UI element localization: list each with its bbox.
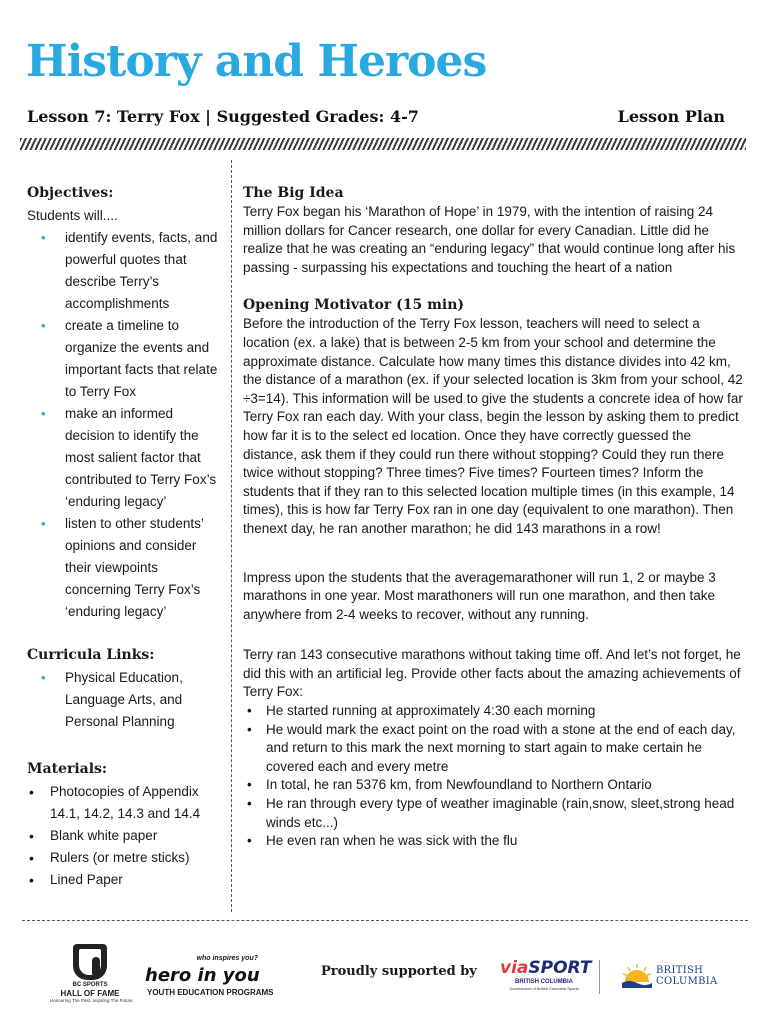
hatched-divider [20, 138, 746, 150]
objective-item: • listen to other students’ opinions and consider their viewpoints concerning Terry Fox’s ‘enduring legacy’ [27, 513, 222, 623]
big-idea-text: Terry Fox began his ‘Marathon of Hope’ in 1979, with the intention of raising 24 million dollars for Cancer research, one dollar for every Canadian. Little did he realize that he was creating an “enduring legacy” that would continue long after his passing - surpassing his expectations and touching the heart of a nation [243, 204, 736, 275]
lesson-plan-label: Lesson Plan [617, 107, 725, 126]
materials-item: • Blank white paper [27, 825, 222, 847]
objectives-intro: Students will.... [27, 208, 118, 223]
bc-logo-tagline: Honouring The Past. Inspiring The Future [50, 998, 133, 1003]
curricula-heading: Curricula Links: [27, 647, 155, 663]
logo-separator [599, 960, 600, 994]
objective-item: • identify events, facts, and powerful quotes that describe Terry’s accomplishments [27, 227, 222, 315]
objectives-heading: Objectives: [27, 185, 114, 201]
big-idea-heading: The Big Idea [243, 185, 344, 201]
materials-list [27, 781, 222, 891]
facts-list [243, 702, 748, 851]
right-column [243, 183, 748, 851]
sun-icon [622, 962, 652, 988]
supported-by-label: Proudly supported by [321, 964, 477, 979]
curricula-list [27, 667, 222, 733]
bcgov-line2: COLUMBIA [656, 976, 718, 987]
motivator-paragraph-2: Impress upon the students that the averagemarathoner will run 1, 2 or maybe 3 marathons in one year. Most marathoners will run one marathon, and then take anywhere from 2-4 weeks to recover, without any running. [243, 569, 716, 622]
motivator-paragraph-3: Terry ran 143 consecutive marathons without taking time off. And let’s not forget, he did this with an artificial leg. Provide other facts about the amazing achievements of Terry Fox: [243, 647, 741, 700]
fact-item: • He started running at approximately 4:30 each morning [243, 702, 748, 721]
materials-item: • Lined Paper [27, 869, 222, 891]
objective-item: • create a timeline to organize the events and important facts that relate to Terry Fox [27, 315, 222, 403]
lesson-subtitle: Lesson 7: Terry Fox | Suggested Grades: 4-7 [27, 107, 419, 126]
materials-heading: Materials: [27, 761, 108, 777]
shield-icon [73, 944, 107, 980]
viasport-subtext: BRITISH COLUMBIA [515, 979, 573, 985]
curricula-item: • Physical Education, Language Arts, and Personal Planning [27, 667, 222, 733]
hero-in-you-logo [145, 955, 274, 1000]
objectives-list [27, 227, 222, 623]
viasport-tagline: Government of British Columbia Sports [509, 986, 579, 991]
viasport-lower: via [500, 958, 529, 978]
viasport-logo [500, 958, 592, 998]
page-title: History and Heroes [26, 36, 487, 87]
bc-sports-hall-of-fame-logo [50, 944, 133, 1010]
motivator-heading: Opening Motivator (15 min) [243, 297, 465, 314]
footer-divider [22, 920, 748, 921]
viasport-upper: SPORT [528, 958, 592, 978]
objective-item: • make an informed decision to identify the most salient factor that contributed to Terry Fox’s ‘enduring legacy’ [27, 403, 222, 513]
fact-item: • In total, he ran 5376 km, from Newfoundland to Northern Ontario [243, 776, 748, 795]
bcgov-line1: BRITISH [656, 965, 704, 976]
fact-item: • He even ran when he was sick with the flu [243, 832, 748, 851]
column-divider [231, 160, 232, 912]
fact-item: • He would mark the exact point on the road with a stone at the end of each day, and return to this mark the next morning to start again to make certain he covered each and every metre [243, 721, 748, 777]
british-columbia-logo [622, 960, 722, 994]
motivator-paragraph-1: Before the introduction of the Terry Fox lesson, teachers will need to select a location (ex. a lake) that is between 2-5 km from your school and determine the approximate distance. Calculate how many times this distance divides into 42 km, the distance of a marathon (ex. if your selected location is 3km from your school, 42 ÷3=14). This information will be used to give the students a concrete idea of how far Terry Fox ran each day. With your class, begin the lesson by asking them to predict how far it is to the select ed location. Once they have correctly guessed the distance, ask them if they could run there without stopping? Could they run there twice without stopping? Three times? Five times? Fourteen times? Inform the students that if they ran to this selected location multiple times (in this example, 14 times), this is how far Terry Fox ran in one day (equivalent to one marathon). Then thenext day, he ran another marathon; he did 143 marathons in a row! [243, 316, 743, 536]
hero-logo-tagline: who inspires you? [196, 955, 258, 962]
bc-logo-line2: HALL OF FAME [60, 989, 120, 998]
bc-logo-line1: BC SPORTS [72, 982, 108, 988]
left-column [27, 183, 222, 891]
fact-item: • He ran through every type of weather imaginable (rain,snow, sleet,strong head winds etc...) [243, 795, 748, 832]
materials-item: • Photocopies of Appendix 14.1, 14.2, 14.3 and 14.4 [27, 781, 222, 825]
materials-item: • Rulers (or metre sticks) [27, 847, 222, 869]
hero-logo-wordmark: hero in you [145, 965, 260, 986]
hero-logo-subtext: YOUTH EDUCATION PROGRAMS [147, 988, 274, 997]
